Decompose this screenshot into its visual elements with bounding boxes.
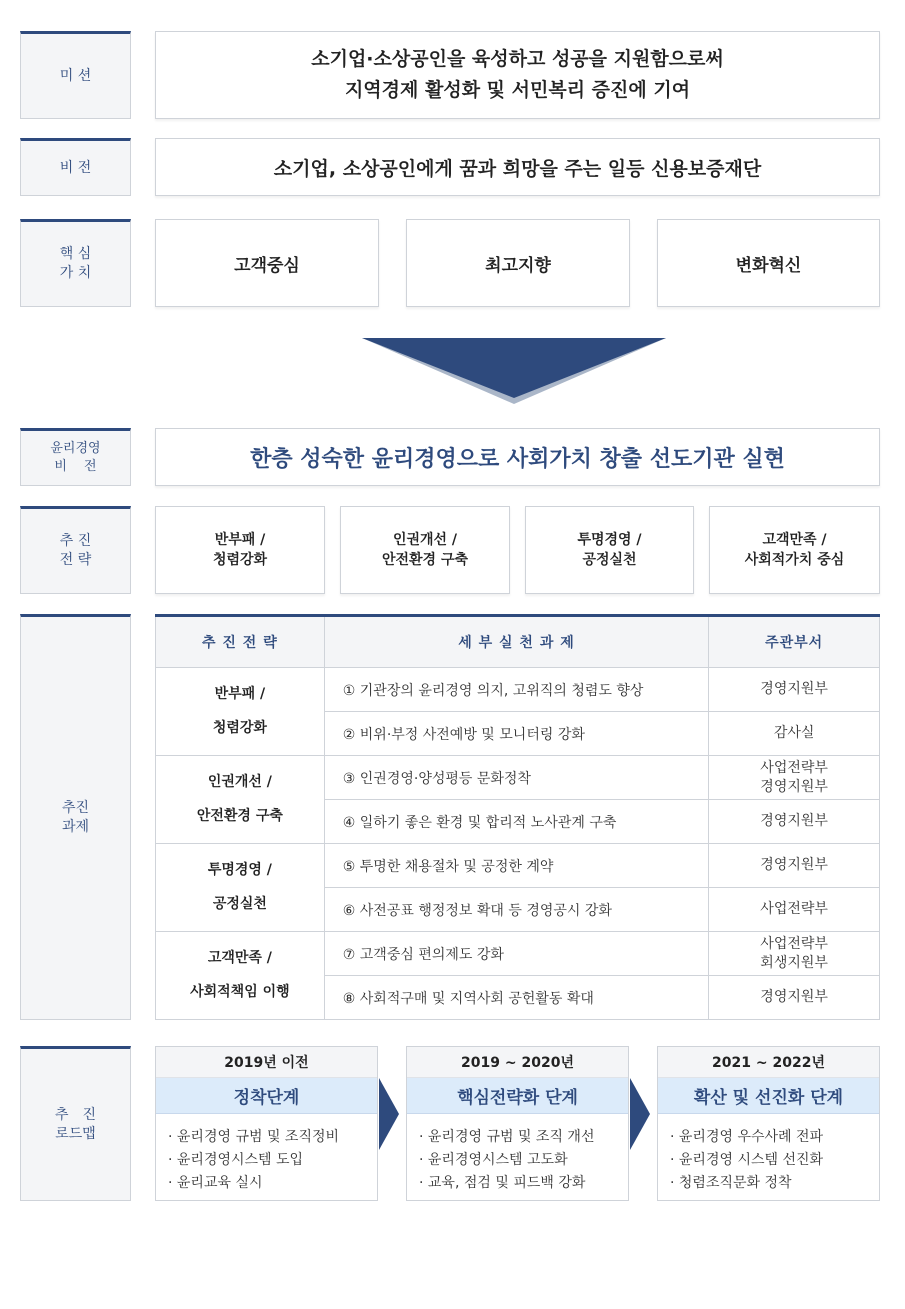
stage-name: 핵심전략화 단계 bbox=[407, 1078, 628, 1114]
down-arrow-icon bbox=[362, 338, 666, 412]
strategy-box bbox=[155, 506, 325, 594]
stage-items bbox=[156, 1114, 377, 1195]
task-cell: ④ 일하기 좋은 환경 및 합리적 노사관계 구축 bbox=[324, 800, 708, 844]
task-cell: ⑧ 사회적구매 및 지역사회 공헌활동 확대 bbox=[324, 976, 708, 1020]
ethics-vision-text: 한층 성숙한 윤리경영으로 사회가치 창출 선도기관 실현 bbox=[250, 446, 785, 472]
strategy-cell: 인권개선 / 안전환경 구축 bbox=[156, 756, 325, 844]
strategy-box bbox=[525, 506, 694, 594]
strategy-cell: 투명경영 / 공정실천 bbox=[156, 844, 325, 932]
list-item: · 교육, 점검 및 피드백 강화 bbox=[419, 1175, 586, 1191]
roadmap-stage-1 bbox=[155, 1046, 378, 1201]
task-cell: ① 기관장의 윤리경영 의지, 고위직의 청렴도 향상 bbox=[324, 668, 708, 712]
stage-name: 확산 및 선진화 단계 bbox=[658, 1078, 879, 1114]
header-dept: 주관부서 bbox=[709, 616, 880, 668]
chevron-right-icon bbox=[379, 1078, 399, 1150]
strategy-text: 반부패 / 청렴강화 bbox=[212, 531, 268, 568]
list-item: · 윤리경영시스템 고도화 bbox=[419, 1152, 568, 1168]
dept-cell: 경영지원부 bbox=[709, 976, 880, 1020]
table-row bbox=[156, 844, 880, 888]
header-task: 세 부 실 천 과 제 bbox=[324, 616, 708, 668]
mission-label: 미 션 bbox=[20, 31, 131, 119]
core-values-label: 핵 심 가 치 bbox=[20, 219, 131, 307]
core-value-excellence: 최고지향 bbox=[485, 255, 551, 276]
stage-period: 2019년 이전 bbox=[156, 1047, 377, 1078]
roadmap-label: 추 진 로드맵 bbox=[20, 1046, 131, 1201]
task-cell: ⑦ 고객중심 편의제도 강화 bbox=[324, 932, 708, 976]
header-strategy: 추 진 전 략 bbox=[156, 616, 325, 668]
task-cell: ③ 인권경영·양성평등 문화정착 bbox=[324, 756, 708, 800]
strategy-text: 투명경영 / 공정실천 bbox=[577, 531, 642, 568]
roadmap-stage-3 bbox=[657, 1046, 880, 1201]
vision-text: 소기업, 소상공인에게 꿈과 희망을 주는 일등 신용보증재단 bbox=[273, 157, 762, 180]
dept-cell: 사업전략부 경영지원부 bbox=[709, 756, 880, 800]
strategy-cell: 고객만족 / 사회적책임 이행 bbox=[156, 932, 325, 1020]
task-cell: ⑤ 투명한 채용절차 및 공정한 계약 bbox=[324, 844, 708, 888]
strategy-box bbox=[709, 506, 880, 594]
stage-period: 2021 ~ 2022년 bbox=[658, 1047, 879, 1078]
dept-cell: 경영지원부 bbox=[709, 668, 880, 712]
stage-items bbox=[658, 1114, 879, 1195]
dept-cell: 사업전략부 bbox=[709, 888, 880, 932]
mission-text: 소기업·소상공인을 육성하고 성공을 지원함으로써 지역경제 활성화 및 서민복리 증진에 기여 bbox=[311, 47, 724, 101]
strategy-text: 고객만족 / 사회적가치 중심 bbox=[744, 531, 845, 568]
mission-box bbox=[155, 31, 880, 119]
list-item: · 청렴조직문화 정착 bbox=[670, 1175, 792, 1191]
dept-cell: 경영지원부 bbox=[709, 844, 880, 888]
vision-box bbox=[155, 138, 880, 196]
dept-cell: 감사실 bbox=[709, 712, 880, 756]
chevron-right-icon bbox=[630, 1078, 650, 1150]
list-item: · 윤리경영 우수사례 전파 bbox=[670, 1129, 824, 1145]
task-table bbox=[155, 614, 880, 1020]
ethics-vision-label: 윤리경영 비 전 bbox=[20, 428, 131, 486]
strategy-text: 인권개선 / 안전환경 구축 bbox=[381, 531, 469, 568]
list-item: · 윤리경영 규범 및 조직 개선 bbox=[419, 1129, 595, 1145]
table-row bbox=[156, 756, 880, 800]
tasks-label: 추진 과제 bbox=[20, 614, 131, 1020]
core-value-box bbox=[657, 219, 880, 307]
strategy-box bbox=[340, 506, 510, 594]
core-value-innovation: 변화혁신 bbox=[735, 255, 802, 276]
list-item: · 윤리교육 실시 bbox=[168, 1175, 263, 1191]
stage-name: 정착단계 bbox=[156, 1078, 377, 1114]
stage-items bbox=[407, 1114, 628, 1195]
stage-period: 2019 ~ 2020년 bbox=[407, 1047, 628, 1078]
core-value-box bbox=[155, 219, 379, 307]
strategy-cell: 반부패 / 청렴강화 bbox=[156, 668, 325, 756]
vision-label: 비 전 bbox=[20, 138, 131, 196]
table-row bbox=[156, 668, 880, 712]
core-value-customer: 고객중심 bbox=[234, 255, 300, 276]
table-row bbox=[156, 932, 880, 976]
task-cell: ② 비위·부정 사전예방 및 모니터링 강화 bbox=[324, 712, 708, 756]
core-value-box bbox=[406, 219, 630, 307]
roadmap-stage-2 bbox=[406, 1046, 629, 1201]
list-item: · 윤리경영시스템 도입 bbox=[168, 1152, 304, 1168]
list-item: · 윤리경영 규범 및 조직정비 bbox=[168, 1129, 340, 1145]
dept-cell: 경영지원부 bbox=[709, 800, 880, 844]
task-cell: ⑥ 사전공표 행정정보 확대 등 경영공시 강화 bbox=[324, 888, 708, 932]
table-header-row bbox=[156, 616, 880, 668]
ethics-vision-box bbox=[155, 428, 880, 486]
dept-cell: 사업전략부 회생지원부 bbox=[709, 932, 880, 976]
strategy-label: 추 진 전 략 bbox=[20, 506, 131, 594]
list-item: · 윤리경영 시스템 선진화 bbox=[670, 1152, 824, 1168]
